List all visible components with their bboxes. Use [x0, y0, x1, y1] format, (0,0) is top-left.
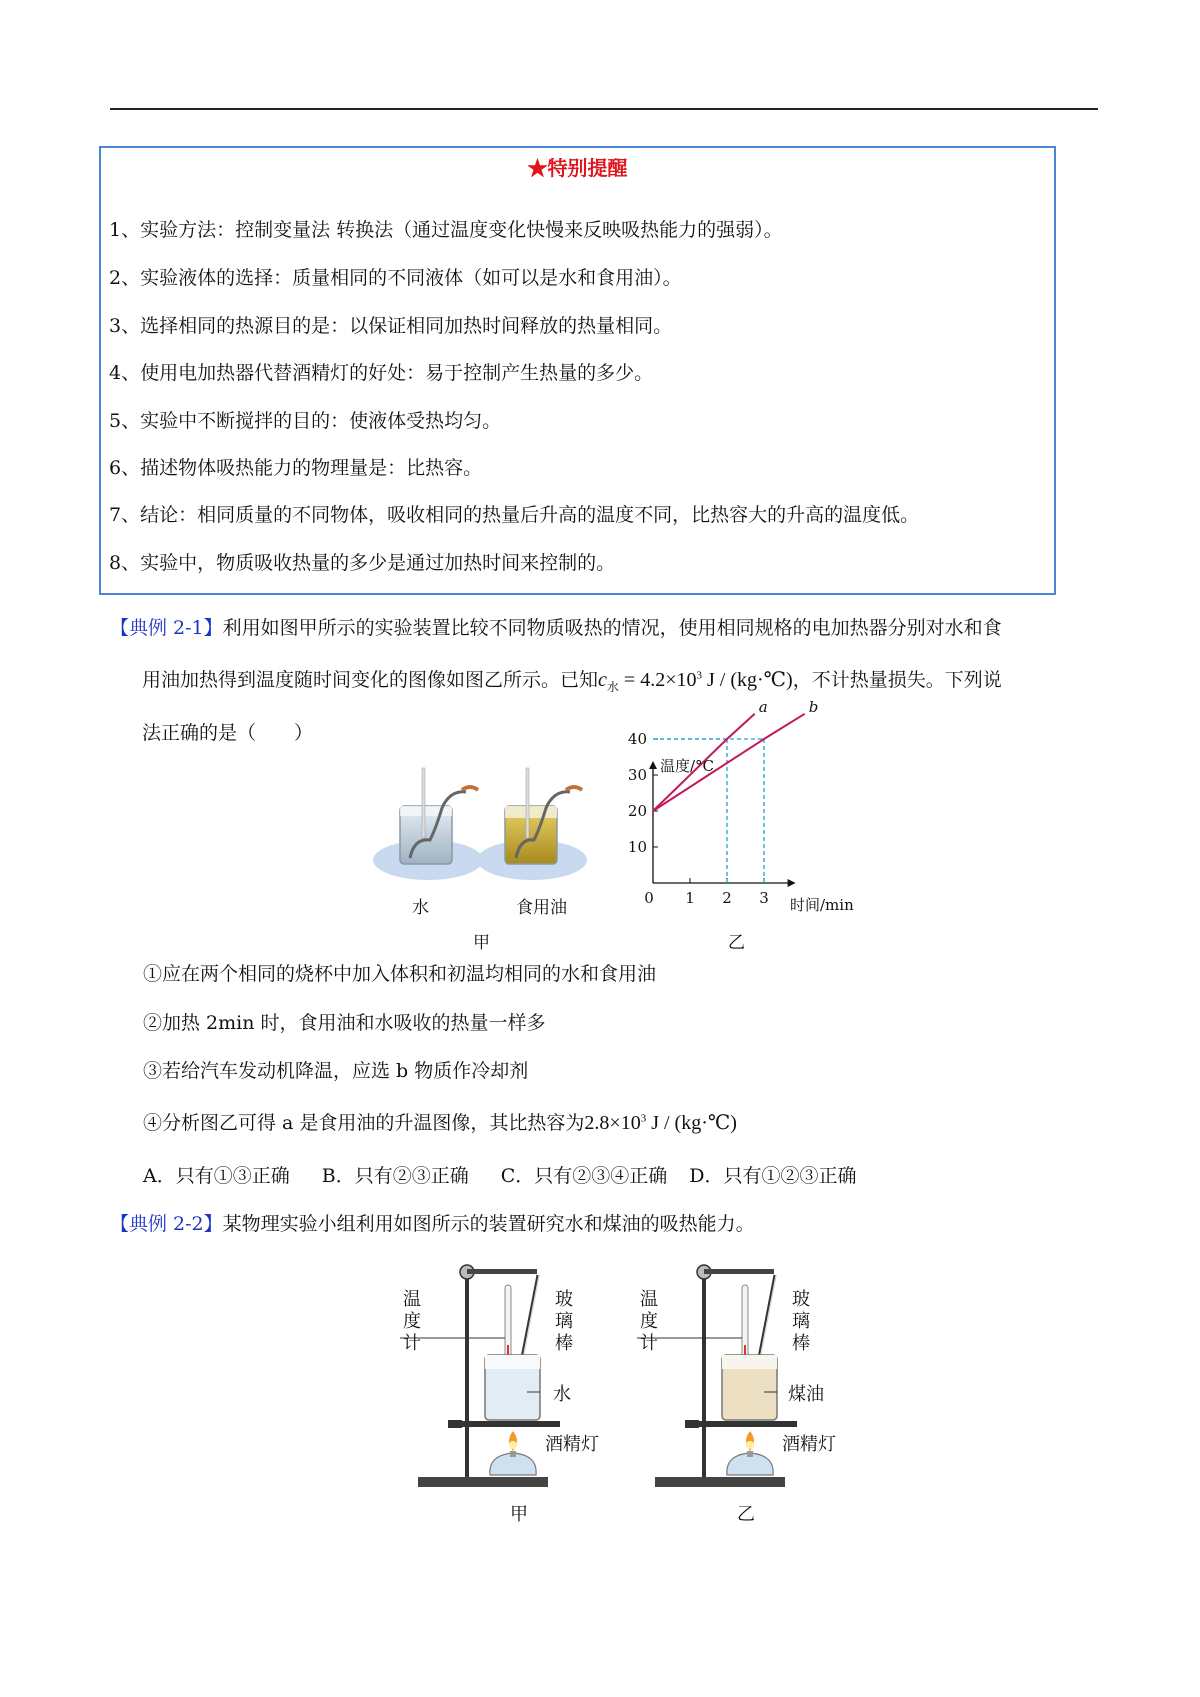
- option-text: ④分析图乙可得 a 是食用油的升温图像，其比热容为: [143, 1112, 585, 1134]
- thermo-label-2: 度: [403, 1311, 421, 1332]
- example-tag: 【典例 2-1】: [110, 617, 223, 639]
- choice-b[interactable]: B．只有②③正确: [321, 1165, 469, 1187]
- wire-gauze: [697, 1421, 797, 1427]
- rod-label-2: 璃: [792, 1311, 810, 1332]
- example-tag: 【典例 2-2】: [110, 1213, 223, 1235]
- formula-exponent: 3: [640, 1112, 647, 1125]
- x-tick-label: 0: [644, 889, 654, 907]
- choice-c[interactable]: C．只有②③④正确: [500, 1165, 668, 1187]
- y-tick-label: 10: [627, 838, 647, 856]
- option-2: ②加热 2min 时，食用油和水吸收的热量一样多: [143, 1012, 546, 1034]
- thermo-label-3: 计: [403, 1333, 421, 1354]
- thermo-label-3: 计: [640, 1333, 658, 1354]
- formula-value: 2.8×10: [584, 1112, 641, 1134]
- tip-item: 2、实验液体的选择：质量相同的不同液体（如可以是水和食用油）。: [109, 267, 682, 289]
- option-formula: [584, 1112, 736, 1134]
- series-label-a: a: [758, 697, 768, 716]
- stirring-rod: [422, 768, 425, 838]
- example-text: 利用如图甲所示的实验装置比较不同物质吸热的情况，使用相同规格的电加热器分别对水和食: [222, 617, 1002, 639]
- y-tick-label: 20: [627, 802, 647, 820]
- thermo-label-1: 温: [403, 1289, 421, 1310]
- stand-pole: [465, 1265, 469, 1480]
- option-1: ①应在两个相同的烧杯中加入体积和初温均相同的水和食用油: [143, 963, 657, 985]
- example-2-1-line-2: [142, 665, 1002, 695]
- option-3: ③若给汽车发动机降温，应选 b 物质作冷却剂: [143, 1060, 529, 1082]
- lamp-label: 酒精灯: [545, 1434, 599, 1455]
- thermo-label-2: 度: [640, 1311, 658, 1332]
- example-2-2-heading: [110, 1209, 755, 1236]
- stirring-rod: [526, 768, 529, 838]
- tip-item: 8、实验中，物质吸收热量的多少是通过加热时间来控制的。: [109, 552, 616, 574]
- example-2-1-line-1: [110, 613, 1002, 640]
- x-tick-label: 1: [685, 889, 695, 907]
- stand-base: [655, 1477, 785, 1487]
- formula-exponent: 3: [696, 669, 702, 682]
- liquid-label-kerosene: 煤油: [788, 1384, 824, 1405]
- temperature-time-chart: [620, 697, 870, 925]
- label-oil: 食用油: [516, 898, 567, 918]
- option-4: [143, 1108, 737, 1135]
- y-tick-label: 40: [627, 730, 647, 748]
- figure-caption-jia: 甲: [473, 933, 490, 953]
- formula-unit: J / (kg·℃): [701, 669, 793, 691]
- tip-item: 3、选择相同的热源目的是：以保证相同加热时间释放的热量相同。: [109, 315, 673, 337]
- rod-label-2: 璃: [555, 1311, 573, 1332]
- answer-choices: [143, 1161, 856, 1188]
- formula-c-water: [598, 669, 793, 694]
- top-rule: [110, 108, 1098, 110]
- stand-pole: [702, 1265, 706, 1480]
- example-text: 用油加热得到温度随时间变化的图像如图乙所示。已知: [142, 669, 599, 691]
- tip-item: 4、使用电加热器代替酒精灯的好处：易于控制产生热量的多少。: [109, 362, 654, 384]
- lamp-label: 酒精灯: [782, 1434, 836, 1455]
- formula-value: = 4.2×10: [618, 669, 697, 691]
- wire-gauze: [460, 1421, 560, 1427]
- tip-item: 7、结论：相同质量的不同物体，吸收相同的热量后升高的温度不同，比热容大的升高的温度低。: [109, 504, 920, 526]
- rod-label-3: 棒: [792, 1333, 810, 1354]
- y-axis-arrow: [649, 761, 657, 769]
- formula-symbol: c: [598, 669, 607, 691]
- tip-item: 5、实验中不断搅拌的目的：使液体受热均匀。: [109, 410, 502, 432]
- rod-label-1: 玻: [555, 1289, 573, 1310]
- example-text: 某物理实验小组利用如图所示的装置研究水和煤油的吸热能力。: [222, 1213, 755, 1235]
- example-2-1-line-3: 法正确的是（ ）: [142, 722, 314, 744]
- beaker-figure: [370, 768, 600, 898]
- rod-label-1: 玻: [792, 1289, 810, 1310]
- chart-xlabel: 时间/min: [790, 896, 854, 914]
- x-axis-arrow: [788, 879, 796, 887]
- thermo-label-1: 温: [640, 1289, 658, 1310]
- tip-item: 6、描述物体吸热能力的物理量是：比热容。: [109, 457, 483, 479]
- tips-title: ★特别提醒: [527, 156, 628, 180]
- tip-item: 1、实验方法：控制变量法 转换法（通过温度变化快慢来反映吸热能力的强弱）。: [109, 219, 783, 241]
- y-tick-label: 30: [627, 766, 647, 784]
- figure-caption-yi: 乙: [737, 1504, 755, 1525]
- series-label-b: b: [808, 697, 819, 716]
- formula-unit: J / (kg·℃): [646, 1112, 737, 1134]
- label-water: 水: [412, 898, 429, 918]
- choice-a[interactable]: A．只有①③正确: [143, 1165, 290, 1187]
- choice-d[interactable]: D．只有①②③正确: [689, 1165, 857, 1187]
- figure-caption-yi: 乙: [728, 933, 745, 953]
- example-text: ，不计热量损失。下列说: [792, 669, 1002, 691]
- figure-caption-jia: 甲: [510, 1504, 528, 1525]
- x-tick-label: 2: [722, 889, 732, 907]
- chart-ylabel: 温度/°C: [660, 757, 715, 775]
- formula-subscript: 水: [606, 680, 619, 694]
- stand-base: [418, 1477, 548, 1487]
- x-tick-label: 3: [759, 889, 769, 907]
- liquid-label-water: 水: [553, 1384, 571, 1405]
- rod-label-3: 棒: [555, 1333, 573, 1354]
